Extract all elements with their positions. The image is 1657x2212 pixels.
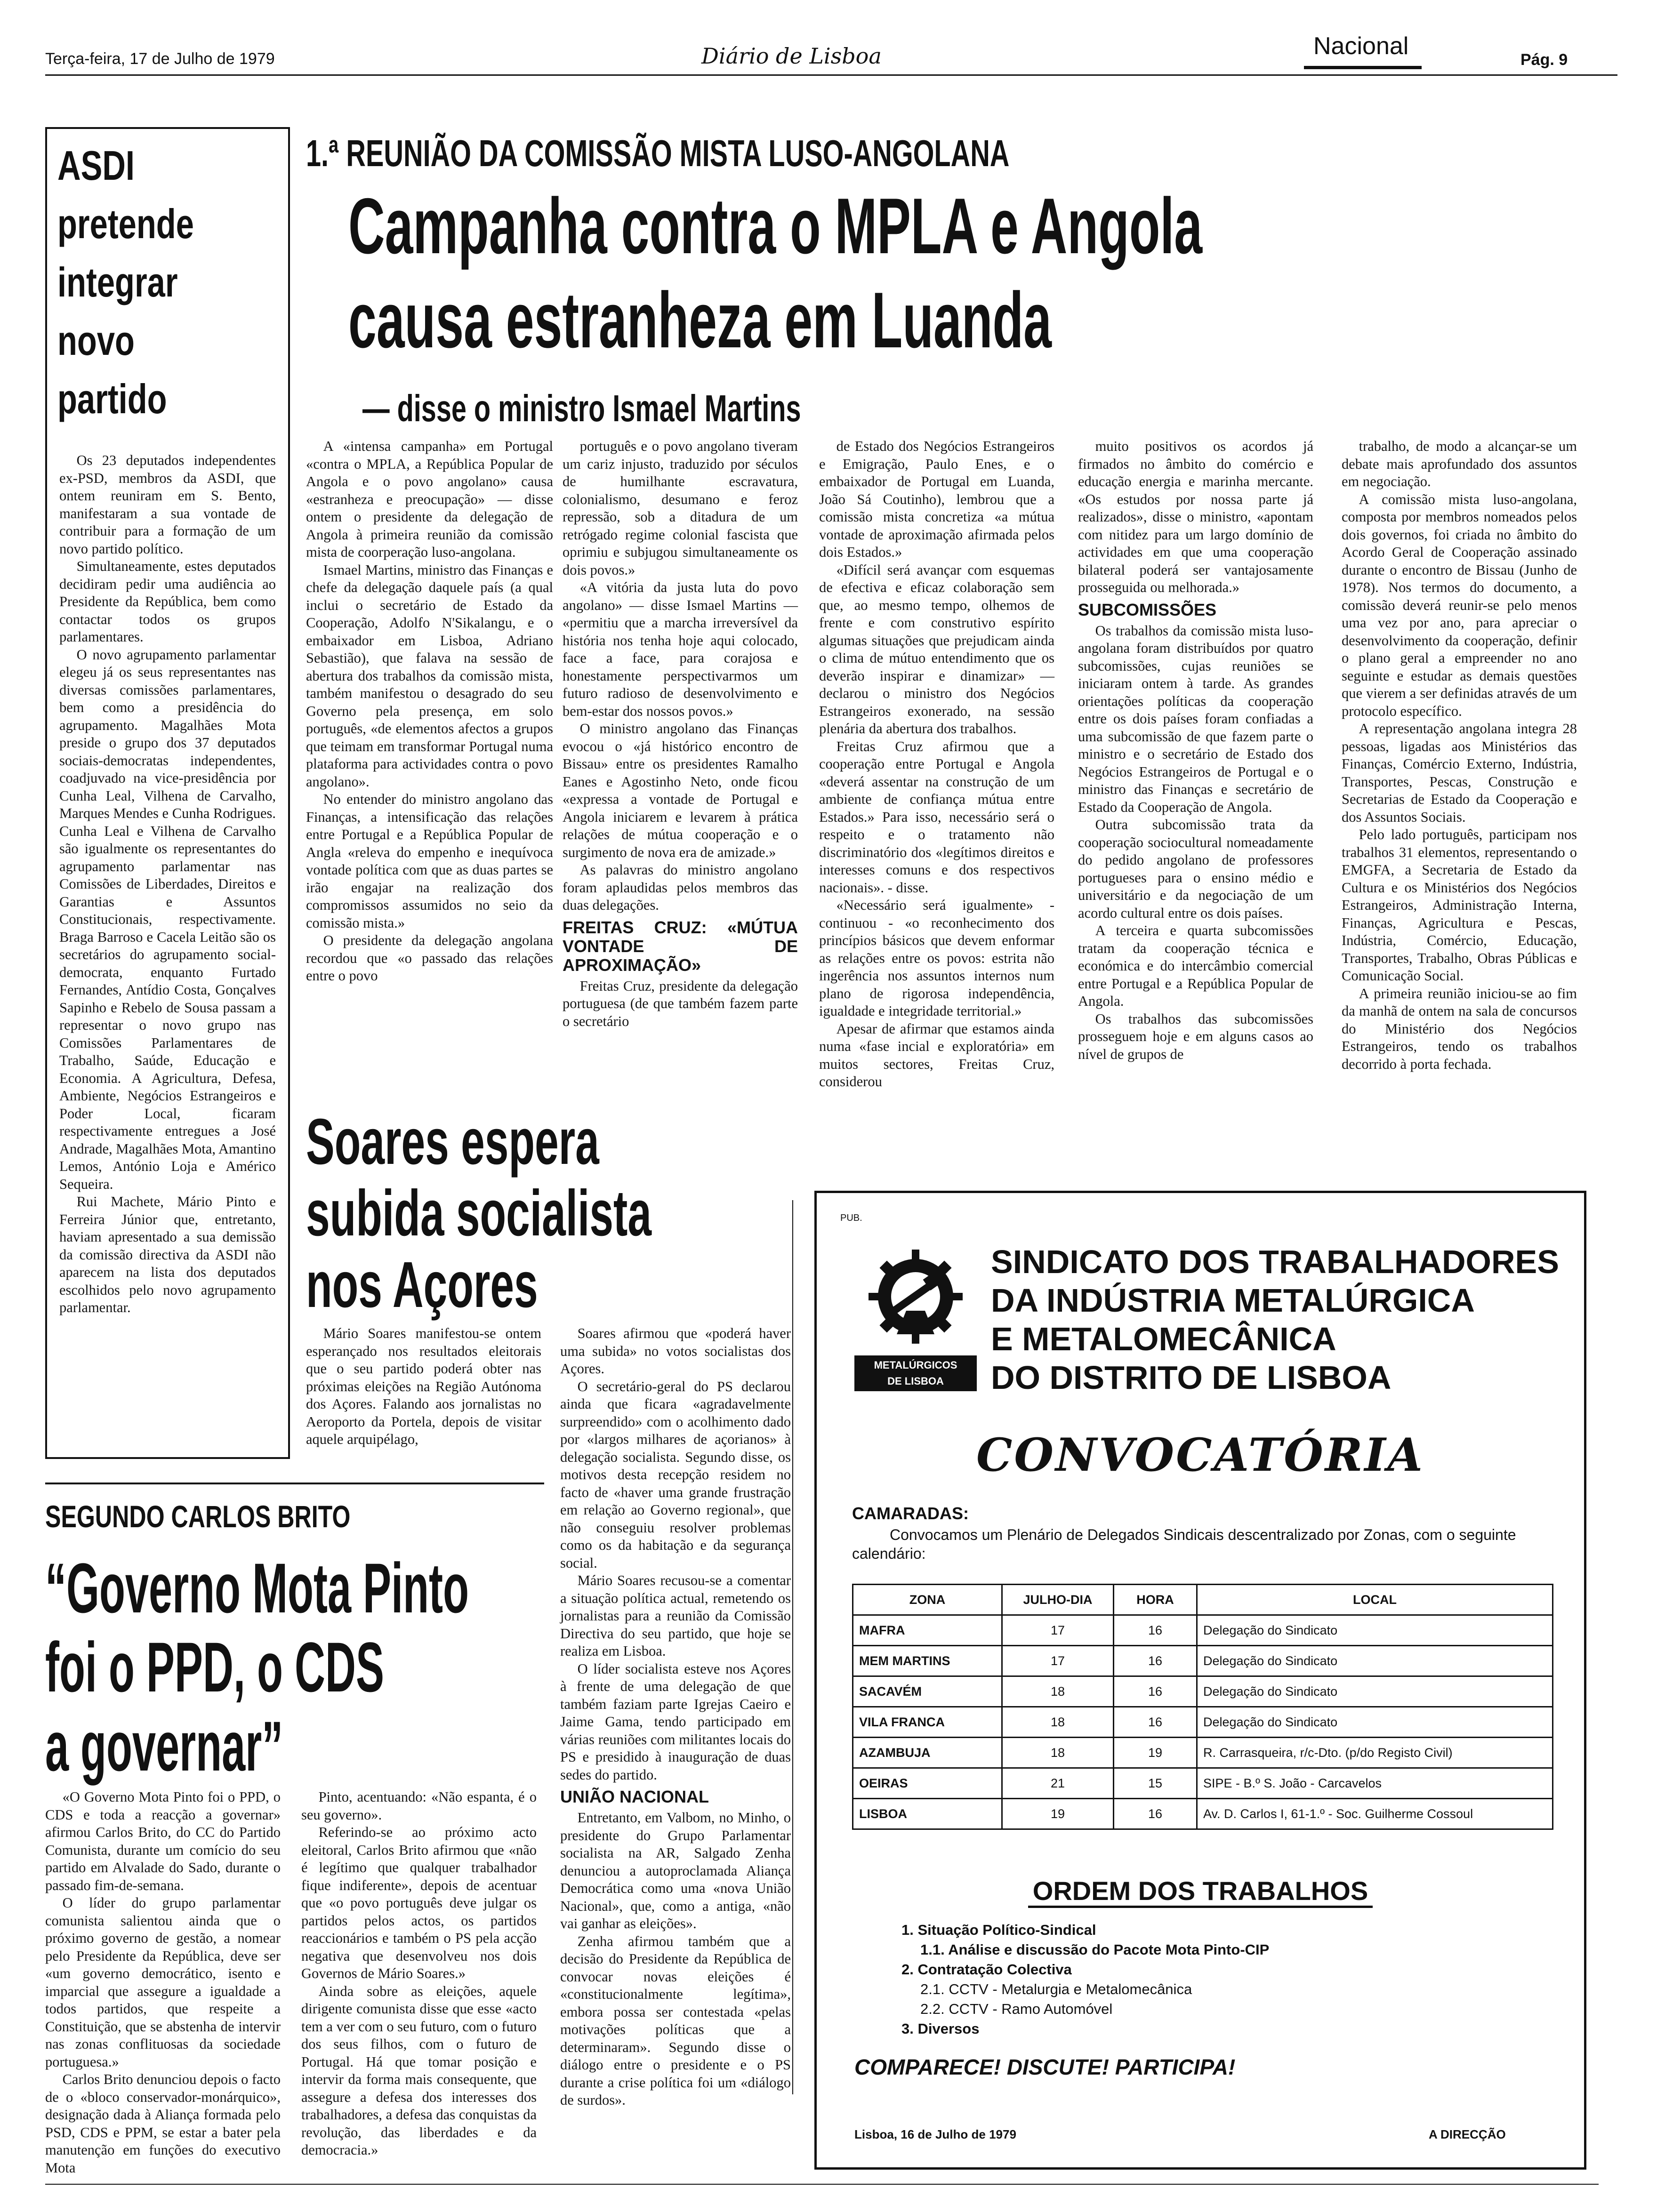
table-row [853,1768,1553,1799]
paragraph: Zenha afirmou também que a decisão do Presidente da República de convocar novas eleições é «constitucionalmente legítima», embora possa ser contestada «pelas motivações políticas que a determinaram». Segundo disse o diálogo entre o presidente e o PS durante a crise política foi um «diálogo de surdos». [560,1933,791,2108]
paragraph: Os trabalhos das subcomissões prosseguem hoje e em alguns casos ao nível de grupos de [1078,1010,1313,1062]
paragraph: Os trabalhos da comissão mista luso-angolana foram distribuídos por quatro subcomissões, cujas reuniões se iniciaram ontem à tarde. As grandes orientações políticas da cooperação entre os dois países foram confiadas a uma subcomissão de que fazem parte o ministro e o secretário de Estado dos Negócios Estrangeiros de Portugal e o ministro das Finanças e secretário de Estado da Cooperação de Angola. [1078,622,1313,815]
asdi-headline-line: pretende [57,200,194,247]
table-row [853,1738,1553,1768]
table-cell: R. Carrasqueira, r/c-Dto. (p/do Registo Civil) [1197,1738,1553,1768]
table-cell: MAFRA [853,1615,1002,1646]
brito-headline-line: “Governo Mota Pinto [45,1548,469,1627]
table-cell: Delegação do Sindicato [1197,1646,1553,1676]
lead-column-2 [563,438,798,1030]
table-row [853,1676,1553,1707]
table-cell: AZAMBUJA [853,1738,1002,1768]
table-row [853,1646,1553,1676]
asdi-body [59,452,276,1317]
logo-text-line: DE LISBOA [887,1375,944,1387]
table-cell: 17 [1002,1615,1114,1646]
column-rule [792,1200,793,2094]
paragraph: A primeira reunião iniciou-se ao fim da manhã de ontem na sala de concursos do Ministério dos Negócios Estrangeiros, tendo os trabalhos decorrido à porta fechada. [1342,985,1577,1072]
lead-kicker: 1.ª REUNIÃO DA COMISSÃO MISTA LUSO-ANGOLANA [306,132,1010,174]
paragraph: muito positivos os acordos já firmados no âmbito do comércio e educação energia e marinha mercante. «Os estudos por nossa parte já realizados», disse o ministro, «apontam com nitidez para um largo domínio de actividades em que uma cooperação bilateral poderá ser vantajosamente prosseguida ou melhorada.» [1078,438,1313,595]
ad-tag: PUB. [840,1213,862,1223]
union-name-line: SINDICATO DOS TRABALHADORES [991,1243,1559,1280]
table-cell: 16 [1114,1615,1197,1646]
column-header: HORA [1114,1585,1197,1615]
table-cell: Av. D. Carlos I, 61-1.º - Soc. Guilherme Cossoul [1197,1799,1553,1829]
column-header: JULHO-DIA [1002,1585,1114,1615]
paragraph: «A vitória da justa luta do povo angolano» — disse Ismael Martins — «permitiu que a marcha irreversível da história nos tenha hoje aqui colocado, face a face, para corajosa e honestamente perspectivarmos um futuro radioso de desenvolvimento e bem-estar dos nossos povos.» [563,579,798,719]
paragraph: A comissão mista luso-angolana, composta por membros nomeados pelos dois governos, foi criada no âmbito do Acordo Geral de Cooperação assinado durante o encontro de Bissau (Junho de 1978). Nos termos do documento, a comissão deverá reunir-se pelo menos uma vez por ano, para apreciar o desenvolvimento da cooperação, definir o plano geral a empreender no ano seguinte e estudar as demais questões que vierem a ser definidas através de um protocolo específico. [1342,491,1577,719]
paragraph: Mário Soares manifestou-se ontem esperançado nos resultados eleitorais que o seu partido poderá obter nas próximas eleições na Região Autónoma dos Açores. Falando aos jornalistas no Aeroporto da Portela, depois de visitar aquele arquipélago, [306,1325,541,1447]
table-cell: 21 [1002,1768,1114,1799]
lead-headline-line-2: causa estranheza em Luanda [348,276,1052,364]
paragraph: O líder socialista esteve nos Açores à frente de uma delegação de que também faziam parte Igrejas Caeiro e Jaime Gama, tendo participado em várias reuniões com militantes locais do PS e presidido à inauguração de duas sedes do partido. [560,1660,791,1783]
agenda-title: ORDEM DOS TRABALHOS [1028,1876,1373,1908]
lead-column-4 [1078,438,1313,1063]
paragraph: Mário Soares recusou-se a comentar a situação política actual, remetendo os jornalistas para a reunião da Comissão Directiva do seu partido, que hoje se realiza em Lisboa. [560,1572,791,1659]
table-cell: 16 [1114,1676,1197,1707]
union-name-line: E METALOMECÂNICA [991,1321,1336,1357]
agenda-item: 1.1. Análise e discussão do Pacote Mota Pinto-CIP [920,1941,1270,1958]
issue-date: Terça-feira, 17 de Julho de 1979 [45,50,275,68]
brito-column-2 [301,1788,537,2159]
table-cell: SACAVÉM [853,1676,1002,1707]
salutation: CAMARADAS: [852,1504,969,1523]
table-row [853,1615,1553,1646]
soares-column-1 [306,1325,541,1449]
convocation-intro: Convocamos um Plenário de Delegados Sindicais descentralizado por Zonas, com o seguinte calendário: [852,1526,1516,1562]
union-advertisement [814,1191,1586,2170]
paragraph: A terceira e quarta subcomissões tratam da cooperação técnica e económica e do intercâmbio comercial entre Portugal e a República Popular de Angola. [1078,922,1313,1009]
lead-column-1 [306,438,553,985]
union-logo [854,1240,977,1395]
agenda-title-wrap [817,1875,1584,1906]
paragraph: Pinto, acentuando: «Não espanta, é o seu governo». [301,1789,537,1823]
paragraph: Soares afirmou que «poderá haver uma subida» no votos socialistas dos Açores. [560,1325,791,1377]
agenda-list [901,1920,1269,2039]
lead-column-3 [819,438,1054,1091]
table-cell: 18 [1002,1676,1114,1707]
table-row [853,1799,1553,1829]
brito-headline-line: foi o PPD, o CDS [45,1627,384,1707]
subheading: FREITAS CRUZ: «MÚTUA VONTADE DE APROXIMAÇÃO» [563,917,798,975]
ad-signature: A DIRECÇÃO [1429,2127,1506,2141]
paragraph: de Estado dos Negócios Estrangeiros e Emigração, Paulo Enes, e o embaixador de Portugal em Luanda, João Sá Coutinho), lembrou que a comissão mista concretiza «a mútua vontade de aproximação afirmada pelos dois Estados.» [819,438,1054,560]
soares-headline-line: nos Açores [306,1249,538,1321]
paragraph: Carlos Brito denunciou depois o facto de o «bloco conservador-monárquico», designação dada à Aliança formada pelo PSD, CDS e PPM, se estar a bater pela manutenção em funções do executivo Mota [45,2071,281,2176]
agenda-item: 2. Contratação Colectiva [901,1961,1072,1978]
subheading: SUBCOMISSÕES [1078,600,1217,619]
union-name [991,1242,1559,1397]
table-cell: 18 [1002,1738,1114,1768]
table-cell: Delegação do Sindicato [1197,1676,1553,1707]
agenda-item: 3. Diversos [901,2020,980,2037]
ad-place-date: Lisboa, 16 de Julho de 1979 [854,2127,1016,2141]
paragraph: O presidente da delegação angolana recordou que «o passado das relações entre o povo [306,932,553,984]
gear-hammer-icon [854,1240,977,1353]
masthead: Diário de Lisboa [701,43,882,69]
paragraph: O ministro angolano das Finanças evocou o «já histórico encontro de Bissau» entre os presidentes Ramalho Eanes e Agostinho Neto, onde ficou «expressa a vontade de Portugal e Angola iniciarem e levarem à prática relações de mútua cooperação e o surgimento de nova era de amizade.» [563,721,798,860]
brito-top-rule [45,1483,544,1484]
lead-deck: — disse o ministro Ismael Martins [362,387,801,429]
paragraph: A representação angolana integra 28 pessoas, ligadas aos Ministérios das Finanças, Comércio Externo, Indústria, Transportes, Pescas, Construção e Secretarias de Estado da Cooperação e dos Assuntos Sociais. [1342,721,1577,825]
paragraph: «Difícil será avançar com esquemas de efectiva e eficaz colaboração sem que, ao mesmo tempo, olhemos de frente e com construtivo espírito algumas situações que prejudicam ainda o clima de mútuo entendimento que os deverão inspirar e dinamizar» — declarou o ministro dos Negócios Estrangeiros exonerado, na sessão plenária da abertura dos trabalhos. [819,561,1054,737]
lead-headline-line-1: Campanha contra o MPLA e Angola [348,182,1203,270]
table-cell: MEM MARTINS [853,1646,1002,1676]
soares-headline-line: Soares espera [306,1106,599,1178]
paragraph: Referindo-se ao próximo acto eleitoral, Carlos Brito afirmou que «não é legítimo que qualquer trabalhador fique indiferente», depois de acentuar que «o povo português deve julgar os partidos pelos actos, os partidos reaccionários e também o PS pela acção negativa que desenvolveu nos dois Governos de Mário Soares.» [301,1824,537,1981]
paragraph: O líder do grupo parlamentar comunista salientou ainda que o próximo governo de gestão, a nomear pelo Presidente da República, deve ser «um governo democrático, isento e imparcial que assegure a igualdade a todos partidos, que respeite a Constituição, que se abstenha de intervir nas zonas conflituosas da sociedade portuguesa.» [45,1895,281,2070]
paragraph: Pelo lado português, participam nos trabalhos 31 elementos, representando o EMGFA, a Secretaria de Estado da Cultura e os Ministérios dos Negócios Estrangeiros, Administração Interna, Finanças, Agricultura e Pescas, Indústria, Comércio, Educação, Transportes, Trabalho, Obras Públicas e Comunicação Social. [1342,826,1577,984]
paragraph: Ainda sobre as eleições, aquele dirigente comunista disse que esse «acto tem a ver com o seu futuro, com o futuro dos seus filhos, com o futuro de Portugal. Há que tomar posição e intervir da forma mais consequente, que assegure a defesa dos interesses dos trabalhadores, a defesa das conquistas da revolução, das liberdades e da democracia.» [301,1983,537,2158]
convocation-title: CONVOCATÓRIA [976,1428,1425,1482]
paragraph: Outra subcomissão trata da cooperação sociocultural nomeadamente do pedido angolano de professores portugueses para o ensino médio e universitário e da negociação de um acordo cultural entre os dois países. [1078,817,1313,921]
agenda-item: 2.1. CCTV - Metalurgia e Metalomecânica [920,1981,1192,1997]
asdi-headline-line: ASDI [57,142,135,189]
brito-headline-line: a governar” [45,1707,283,1786]
header-rule [45,74,1617,76]
paragraph: O secretário-geral do PS declarou ainda que ficara «agradavelmente surpreendido» com o acolhimento dado por «largos milhares de açorianos» à delegação socialista. Segundo disse, os motivos desta recepção residem no facto de «haver uma grande frustração em relação ao Governo regional», que não conseguiu resolver problemas como os da habitação e da segurança social. [560,1378,791,1571]
section-name: Nacional [1313,32,1409,60]
table-cell: VILA FRANCA [853,1707,1002,1738]
brito-column-1 [45,1788,281,2177]
table-cell: 17 [1002,1646,1114,1676]
union-name-line: DO DISTRITO DE LISBOA [991,1359,1392,1396]
page-bottom-rule [45,2184,1599,2185]
asdi-headline [57,136,279,428]
asdi-headline-line: novo [57,317,135,364]
paragraph: No entender do ministro angolano das Finanças, a intensificação das relações entre Portugal e a República Popular de Angla «releva do empenho e inequívoca vontade política com que as duas partes se irão engajar na realização dos compromissos assumidos no seio da comissão mista.» [306,791,553,931]
table-cell: Delegação do Sindicato [1197,1707,1553,1738]
paragraph: As palavras do ministro angolano foram aplaudidas pelos membros das duas delegações. [563,862,798,913]
paragraph: Freitas Cruz, presidente da delegação portuguesa (de que também fazem parte o secretário [563,978,798,1029]
paragraph: trabalho, de modo a alcançar-se um debate mais aprofundado dos assuntos em negociação. [1342,438,1577,489]
paragraph: Freitas Cruz afirmou que a cooperação entre Portugal e Angola «deverá assentar na construção de um ambiente de confiança mútua entre Estados.» Para isso, necessário será o respeito e o tratamento não discriminatório dos «legítimos direitos e interesses comuns e dos respectivos nacionais». - disse. [819,738,1054,896]
table-cell: 16 [1114,1646,1197,1676]
paragraph: Ismael Martins, ministro das Finanças e chefe da delegação daquele país (a qual inclui o secretário de Estado da Cooperação, Adolfo N'Sikalangu, e o embaixador em Lisboa, Adriano Sebastião), que falava na sessão de abertura dos trabalhos da comissão mista, também manifestou o desagrado do seu Governo pela presença, em solo português, «de elementos afectos a grupos que teimam em transformar Portugal numa plataforma para actividades contra o povo angolano». [306,561,553,790]
table-cell: SIPE - B.º S. João - Carcavelos [1197,1768,1553,1799]
column-header: ZONA [853,1585,1002,1615]
lead-column-5 [1342,438,1577,1073]
paragraph: Simultaneamente, estes deputados decidiram pedir uma audiência ao Presidente da República, bem como contactar todos os grupos parlamentares. [59,558,276,645]
soares-headline [306,1106,829,1321]
page-number: Pág. 9 [1520,51,1568,69]
paragraph: português e o povo angolano tiveram um cariz injusto, traduzido por séculos de humilhante escravatura, colonialismo, desumano e feroz repressão, sob a ditadura de um retrógado regime colonial fascista que oprimiu e subjugou simultaneamente os dois povos.» [563,438,798,578]
table-cell: 16 [1114,1799,1197,1829]
ad-slogan: COMPARECE! DISCUTE! PARTICIPA! [854,2055,1236,2079]
brito-headline [45,1548,751,1786]
paragraph: Rui Machete, Mário Pinto e Ferreira Júnior que, entretanto, haviam apresentado a sua demissão da comissão directiva da ASDI não aparecem na lista dos deputados escolhidos pelo novo agrupamento parlamentar. [59,1194,276,1315]
soares-headline-line: subida socialista [306,1177,652,1250]
column-header: LOCAL [1197,1585,1553,1615]
paragraph: Apesar de afirmar que estamos ainda numa «fase incial e exploratória» em muitos sectores, Freitas Cruz, considerou [819,1020,1054,1090]
table-cell: 15 [1114,1768,1197,1799]
section-underline [1304,66,1422,69]
table-row [853,1707,1553,1738]
table-cell: 19 [1002,1799,1114,1829]
paragraph: Os 23 deputados independentes ex-PSD, membros da ASDI, que ontem reuniram em S. Bento, manifestaram a sua vontade de contribuir para a formação de um novo partido político. [59,452,276,557]
table-cell: OEIRAS [853,1768,1002,1799]
logo-text-line: METALÚRGICOS [874,1359,957,1371]
table-cell: 18 [1002,1707,1114,1738]
table-cell: 16 [1114,1707,1197,1738]
asdi-headline-line: partido [57,376,167,422]
schedule-table [852,1584,1553,1830]
agenda-item: 1. Situação Político-Sindical [901,1922,1096,1938]
paragraph: «O Governo Mota Pinto foi o PPD, o CDS e toda a reacção a governar» afirmou Carlos Brito, do CC do Partido Comunista, durante um comício do seu partido em Alvalade do Sado, durante o passado fim-de-semana. [45,1789,281,1893]
table-cell: 19 [1114,1738,1197,1768]
paragraph: Entretanto, em Valbom, no Minho, o presidente do Grupo Parlamentar socialista na AR, Salgado Zenha denunciou a autoproclamada Aliança Democrática como uma «nova União Nacional», que, como a antiga, «não vai ganhar as eleições». [560,1810,791,1931]
union-name-line: DA INDÚSTRIA METALÚRGICA [991,1282,1475,1319]
brito-kicker: SEGUNDO CARLOS BRITO [45,1499,351,1534]
paragraph: O novo agrupamento parlamentar elegeu já os seus representantes nas diversas comissões parlamentares, bem como a presidência do agrupamento. Magalhães Mota preside o grupo dos 37 deputados sociais-democratas independentes, coadjuvado na vice-presidência por Cunha Leal, Vilhena de Carvalho, Marques Mendes e Cunha Rodrigues. Cunha Leal e Vilhena de Carvalho são igualmente os representantes do agrupamento parlamentar nas Comissões de Liberdades, Direitos e Garantias e Assuntos Constitucionais, respectivamente. Braga Barroso e Cacela Leitão são os secretários do agrupamento social-democrata, enquanto Furtado Fernandes, Antídio Costa, Gonçalves Sapinho e Rebelo de Sousa passam a representar o novo grupo nas Comissões Parlamentares de Trabalho, Saúde, Educação e Economia. A Agricultura, Defesa, Ambiente, Negócios Estrangeiros e Poder Local, ficaram respectivamente entregues a José Andrade, Magalhães Mota, Amantino Lemos, António Loja e Américo Sequeira. [59,646,276,1192]
asdi-headline-line: integrar [57,259,178,305]
paragraph: A «intensa campanha» em Portugal «contra o MPLA, a República Popular de Angola e o povo angolano» causa «estranheza e preocupação» — disse ontem o presidente da delegação de Angola à primeira reunião da comissão mista de coorperação luso-angolana. [306,438,553,560]
table-cell: LISBOA [853,1799,1002,1829]
subheading: UNIÃO NACIONAL [560,1787,709,1806]
table-cell: Delegação do Sindicato [1197,1615,1553,1646]
paragraph: «Necessário será igualmente» - continuou - «o reconhecimento dos princípios básicos que devem enformar as relações entre os povos: estrita não ingerência nos assuntos internos num plano de rigorosa independência, igualdade e integridade territorial.» [819,897,1054,1019]
agenda-item: 2.2. CCTV - Ramo Automóvel [920,2001,1113,2017]
